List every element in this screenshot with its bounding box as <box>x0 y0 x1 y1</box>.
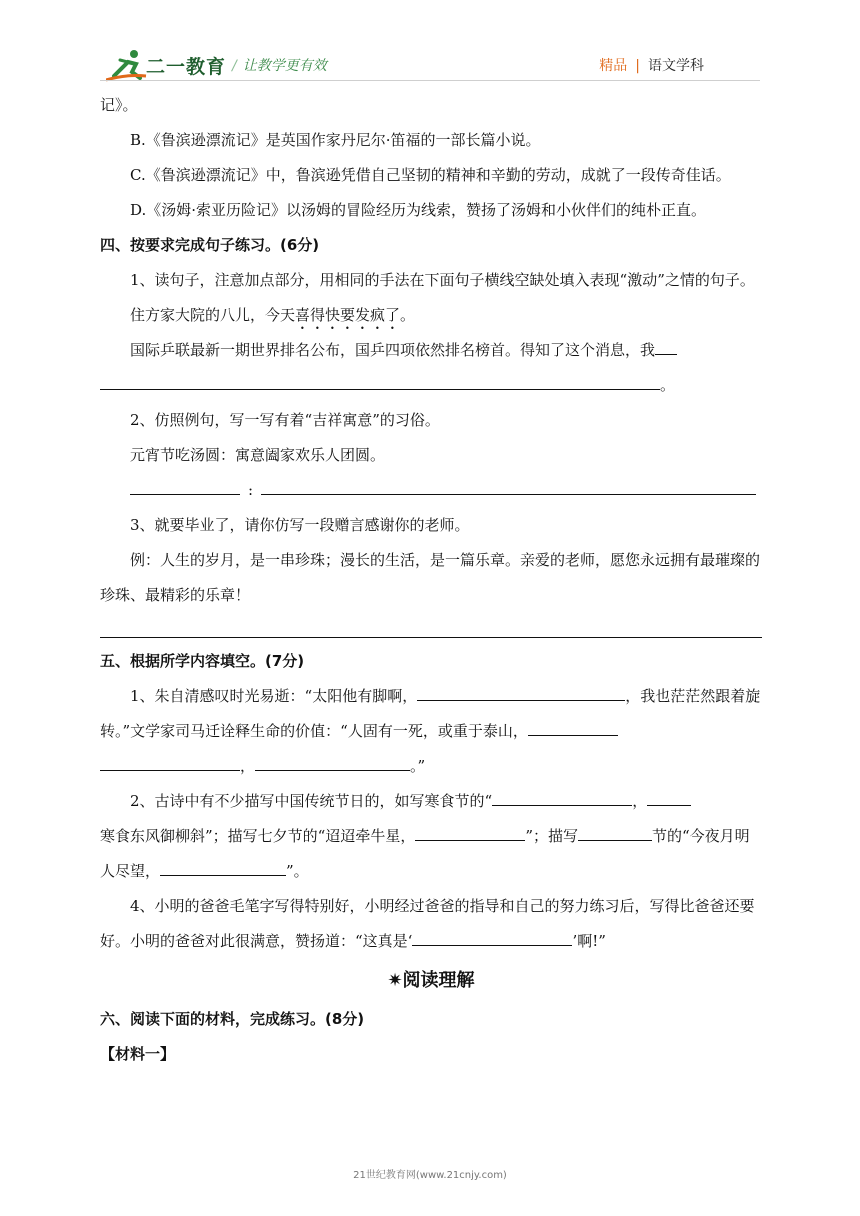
fill-4 <box>100 889 762 959</box>
fill-2-c: 寒食东风御柳斜”；描写七夕节的“迢迢牵牛星， <box>100 827 416 845</box>
answer-blank[interactable] <box>578 822 652 841</box>
header-tags: 精品 | 语文学科 <box>599 58 704 74</box>
page-header <box>0 0 860 90</box>
q2-prompt: 2、仿照例句，写一写有着“吉祥寓意”的习俗。 <box>130 411 440 429</box>
fill-4-b: ’啊!” <box>572 932 606 950</box>
fill-2-b: ， <box>632 792 648 810</box>
fill-1-b: ，我也茫茫然跟着旋转。”文学家司马迁诠释生命的价值：“人固有一死，或重于泰山， <box>100 687 761 740</box>
brand-name: 二一教育 <box>146 56 227 78</box>
fill-2-a: 2、古诗中有不少描写中国传统节日的，如写寒食节的“ <box>130 792 493 810</box>
answer-blank[interactable] <box>412 927 572 946</box>
q1-end: 。 <box>660 376 676 394</box>
quality-tag: 精品 <box>599 58 628 74</box>
answer-blank[interactable] <box>655 336 677 355</box>
q1-task-text: 国际乒联最新一期世界排名公布，国乒四项依然排名榜首。得知了这个消息，我 <box>130 341 656 359</box>
reading-section-title: ✷阅读理解 <box>387 970 475 991</box>
answer-blank[interactable] <box>492 787 632 806</box>
option-b: B.《鲁滨逊漂流记》是英国作家丹尼尔·笛福的一部长篇小说。 <box>130 131 541 149</box>
fill-2 <box>100 784 762 889</box>
option-d: D.《汤姆·索亚历险记》以汤姆的冒险经历为线索，赞扬了汤姆和小伙伴们的纯朴正直。 <box>130 201 707 219</box>
brand-slogan: / 让教学更有效 <box>232 58 327 74</box>
q2-example: 元宵节吃汤圆：寓意阖家欢乐人团圆。 <box>130 446 386 464</box>
header-divider <box>100 80 760 81</box>
subject-tag: 语文学科 <box>648 58 704 74</box>
answer-blank[interactable] <box>160 857 286 876</box>
answer-blank[interactable] <box>417 682 625 701</box>
fill-1-a: 1、朱自清感叹时光易逝：“太阳他有脚啊， <box>130 687 418 705</box>
slogan-text: 让教学更有效 <box>242 58 327 74</box>
document-body <box>100 88 762 1072</box>
section-4-heading: 四、按要求完成句子练习。(6分) <box>100 236 320 254</box>
material-1-label: 【材料一】 <box>100 1045 176 1063</box>
answer-blank[interactable] <box>415 822 525 841</box>
q3-example: 例：人生的岁月，是一串珍珠；漫长的生活，是一篇乐章。亲爱的老师，愿您永远拥有最璀璨的珍珠、最精彩的乐章！ <box>100 551 761 604</box>
option-c: C.《鲁滨逊漂流记》中，鲁滨逊凭借自己坚韧的精神和辛勤的劳动，成就了一段传奇佳话。 <box>130 166 731 184</box>
fill-2-e: 节的“今夜月明人尽望， <box>100 827 750 880</box>
text-line: 记》。 <box>100 96 138 114</box>
section-5-heading: 五、根据所学内容填空。(7分) <box>100 652 305 670</box>
fill-2-f: ”。 <box>286 862 309 880</box>
q2-colon: : <box>248 481 254 499</box>
q1-prompt: 1、读句子，注意加点部分，用相同的手法在下面句子横线空缺处填入表现“激动”之情的句子。 <box>130 271 755 289</box>
q1-example-emphasis: 喜得快要发疯了 <box>295 306 401 324</box>
fill-4-a: 4、小明的爸爸毛笔字写得特别好，小明经过爸爸的指导和自己的努力练习后，写得比爸爸还要好。小明的爸爸对此很满意，赞扬道：“这真是‘ <box>100 897 755 950</box>
answer-line[interactable] <box>100 613 762 638</box>
q1-example <box>100 298 762 333</box>
q1-example-post: 。 <box>400 306 416 324</box>
answer-blank[interactable] <box>130 476 240 495</box>
answer-blank[interactable] <box>255 752 410 771</box>
answer-blank[interactable] <box>100 752 240 771</box>
fill-1 <box>100 679 762 784</box>
answer-blank[interactable] <box>647 787 691 806</box>
section-6-heading: 六、阅读下面的材料，完成练习。(8分) <box>100 1010 365 1028</box>
answer-blank[interactable] <box>100 371 660 390</box>
page-footer: 21世纪教育网(www.21cnjy.com) <box>353 1170 507 1181</box>
fill-2-d: ”；描写 <box>525 827 579 845</box>
answer-blank[interactable] <box>261 476 756 495</box>
q1-task <box>100 333 762 368</box>
fill-1-c: ， <box>240 757 256 775</box>
fill-1-d: 。” <box>410 757 426 775</box>
answer-blank[interactable] <box>528 717 618 736</box>
q3-prompt: 3、就要毕业了，请你仿写一段赠言感谢你的老师。 <box>130 516 470 534</box>
q1-example-pre: 住方家大院的八儿，今天 <box>130 306 296 324</box>
q1-answer-line <box>100 368 762 403</box>
q2-answer-line <box>100 473 762 508</box>
